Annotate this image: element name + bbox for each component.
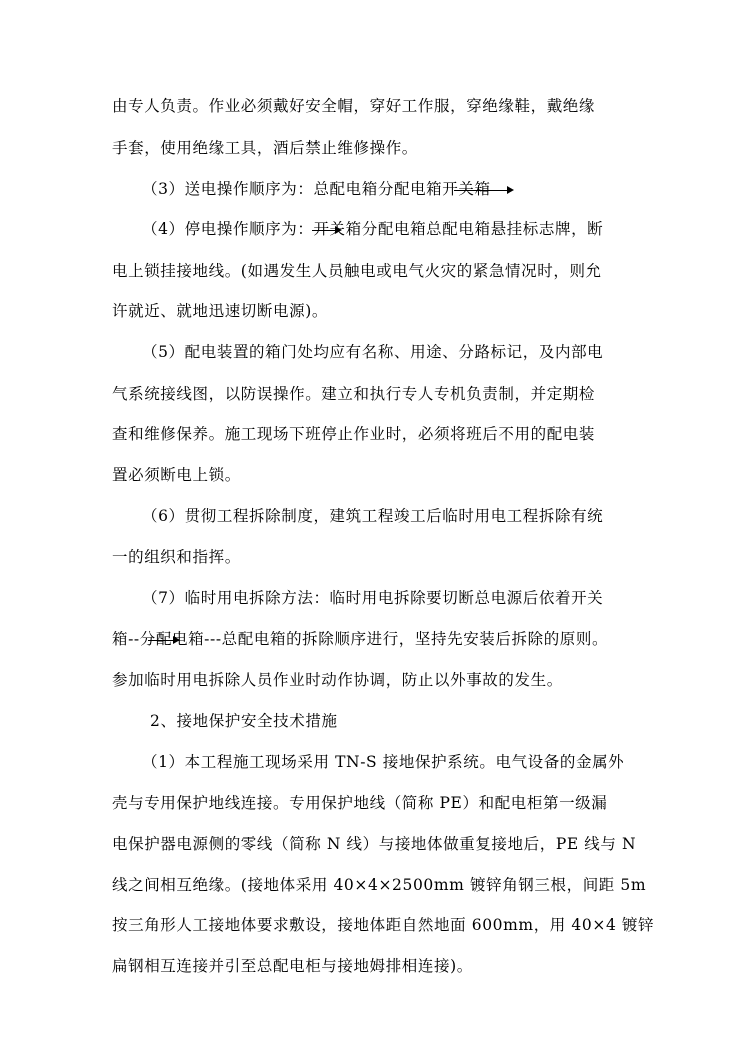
text-line: （7）临时用电拆除方法：临时用电拆除要切断总电源后依着开关 [142, 589, 604, 607]
text-line: 手套，使用绝缘工具，酒后禁止维修操作。 [112, 139, 418, 157]
text-line: 气系统接线图，以防误操作。建立和执行专人专机负责制，并定期检 [112, 385, 596, 403]
text-line: （5）配电装置的箱门处均应有名称、用途、分路标记，及内部电 [142, 343, 604, 361]
text-line: 扁钢相互连接并引至总配电柜与接地姆排相连接)。 [112, 957, 473, 975]
text-line: 置必须断电上锁。 [112, 466, 241, 484]
text-line: 许就近、就地迅速切断电源)。 [112, 302, 328, 320]
text-line: 电保护器电源侧的零线（简称 N 线）与接地体做重复接地后，PE 线与 N [112, 835, 637, 853]
text-line: 查和维修保养。施工现场下班停止作业时，必须将班后不用的配电装 [112, 425, 596, 443]
text-line-content: （3）送电操作顺序为：总配电箱分配电箱开关箱 [142, 180, 491, 198]
text-line [142, 172, 652, 206]
text-line: 壳与专用保护地线连接。专用保护地线（简称 PE）和配电柜第一级漏 [112, 794, 608, 812]
text-line [112, 622, 652, 656]
text-line: （6）贯彻工程拆除制度，建筑工程竣工后临时用电工程拆除有统 [142, 507, 604, 525]
text-line: 由专人负责。作业必须戴好安全帽，穿好工作服，穿绝缘鞋，戴绝缘 [112, 97, 596, 115]
text-line-content: （4）停电操作顺序为：开关箱分配电箱总配电箱悬挂标志牌，断 [142, 220, 604, 238]
text-line: 按三角形人工接地体要求敷设，接地体距自然地面 600mm，用 40×4 镀锌 [112, 916, 655, 934]
text-line: 参加临时用电拆除人员作业时动作协调，防止以外事故的发生。 [112, 671, 563, 689]
text-line: 电上锁挂接地线。(如遇发生人员触电或电气火灾的紧急情况时，则允 [112, 262, 602, 280]
text-line: 线之间相互绝缘。(接地体采用 40×4×2500mm 镀锌角钢三根，间距 5m [112, 876, 647, 894]
text-line: 一的组织和指挥。 [112, 548, 241, 566]
text-line: （1）本工程施工现场采用 TN-S 接地保护系统。电气设备的金属外 [142, 753, 625, 771]
section-heading: 2、接地保护安全技术措施 [150, 712, 338, 730]
text-line-content: 箱--分配电箱---总配电箱的拆除顺序进行，坚持先安装后拆除的原则。 [112, 630, 609, 648]
text-line [142, 212, 652, 246]
